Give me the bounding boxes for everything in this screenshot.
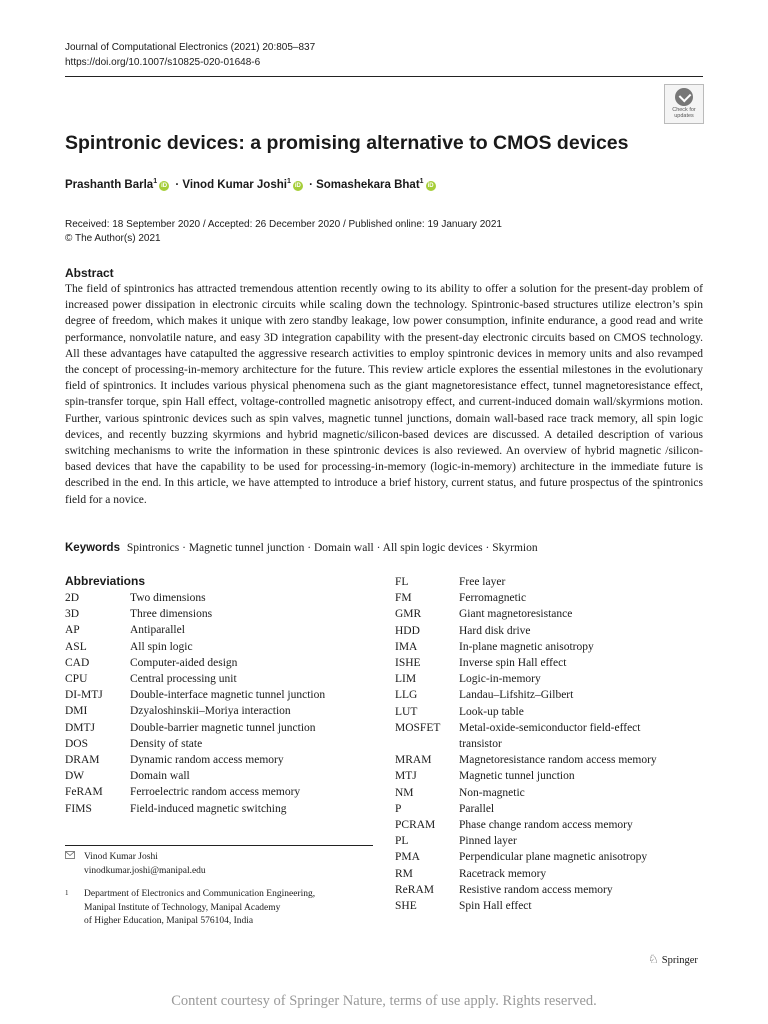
abbreviation-definition: Resistive random access memory [459, 883, 613, 896]
article-title: Spintronic devices: a promising alternative to CMOS devices [65, 132, 629, 154]
abbreviation-term: PCRAM [395, 819, 436, 832]
corresponding-name: Vinod Kumar Joshi [84, 852, 158, 862]
abbreviation-row [65, 752, 325, 768]
abstract-body: The field of spintronics has attracted tremendous attention recently owing to its ability to offer a solution for the present-day problem of increased power dissipation in electronic circuits while scaling down the technology. Spintronic-based structures utilize electron’s spin degree of freedom, which makes it unique with zero standby leakage, low power consumption, infinite endurance, a good read and write performance, nonvolatile nature, and easy 3D integration capability with the present-day electronic circuits based on CMOS technology. All these advantages have catapulted the aggressive research activities to employ spintronic devices in memory units and also revamped the concept of processing-in-memory architecture for the future. This review article explores the essential milestones in the evolutionary field of spintronics. It includes various physical phenomena such as the giant magnetoresistance effect, tunnel magnetoresistance effect, spin-transfer torque, spin Hall effect, voltage-controlled magnetic anisotropy effect, and current-induced domain wall/skyrmions motion. Further, various spintronic devices such as spin valves, magnetic tunnel junctions, domain wall-based race track memory, all spin logic devices, and recently buzzing skyrmions and hybrid magnetic/silicon-based devices are discussed. A detailed description of various switching mechanisms to write the information in these spintronic devices is also reviewed. An overview of hybrid magnetic /silicon-based devices that have the capability to be used for processing-in-memory (logic-in-memory) architecture in the immediate future is described in the end. In this article, we have attempted to introduce a brief history, current status, and future prospectus of the spintronics field for a novice. [65, 283, 703, 506]
envelope-icon [65, 851, 75, 865]
abbreviation-row [65, 655, 325, 671]
abbreviation-term: LLG [395, 689, 418, 702]
affiliation-line: Manipal Institute of Technology, Manipal Academy [84, 902, 281, 913]
abbreviation-term: ISHE [395, 657, 421, 670]
author-separator: · [309, 178, 313, 191]
abbreviation-definition: Density of state [130, 737, 203, 750]
crossmark-label-2: updates [674, 113, 694, 119]
abbreviation-term: RM [395, 867, 413, 880]
abbreviation-row [395, 639, 657, 655]
journal-citation: Journal of Computational Electronics (2021) 20:805–837 [65, 42, 316, 53]
publisher-name: Springer [661, 955, 698, 966]
abbreviation-term: SHE [395, 900, 417, 913]
crossmark-icon [675, 88, 693, 106]
abbreviation-term: LIM [395, 673, 417, 686]
abbreviation-definition: Magnetoresistance random access memory [459, 754, 657, 767]
author-affiliation-mark: 1 [419, 178, 424, 185]
abbreviation-row [65, 736, 325, 752]
abbreviation-definition: Dzyaloshinskii–Moriya interaction [130, 705, 291, 718]
abbreviation-definition: Ferroelectric random access memory [130, 786, 301, 799]
abbreviation-term: ASL [65, 640, 87, 653]
abbreviation-definition: Landau–Lifshitz–Gilbert [459, 689, 574, 702]
abbreviation-term: DW [65, 770, 85, 783]
abbreviation-definition: Parallel [459, 802, 495, 815]
abbreviation-definition: Magnetic tunnel junction [459, 770, 575, 783]
keywords [65, 542, 538, 554]
check-for-updates-badge[interactable] [664, 84, 704, 124]
abbreviation-row [395, 590, 657, 606]
abbreviation-term: MTJ [395, 770, 417, 783]
abstract-heading: Abstract [65, 266, 114, 280]
abbreviation-definition: Phase change random access memory [459, 819, 633, 832]
abbreviation-term: DMTJ [65, 721, 96, 734]
abbreviation-row [395, 655, 657, 671]
abbreviation-row [65, 784, 325, 800]
abbreviation-definition: Computer-aided design [130, 656, 238, 669]
abbreviations-heading: Abbreviations [65, 574, 146, 588]
abbreviation-definition: Two dimensions [130, 592, 206, 604]
abbreviation-term: LUT [395, 705, 418, 718]
abbreviation-definition: Three dimensions [130, 608, 213, 621]
keywords-heading: Keywords [65, 542, 120, 554]
corresponding-email[interactable]: vinodkumar.joshi@manipal.edu [84, 865, 206, 876]
publication-dates [65, 218, 502, 245]
affiliation-footnote [65, 888, 315, 929]
abbreviation-row [65, 606, 325, 622]
orcid-icon[interactable]: iD [294, 182, 301, 189]
corresponding-author [65, 851, 206, 878]
abbreviation-definition: Look-up table [459, 705, 524, 718]
abbreviation-row [395, 606, 657, 622]
abbreviation-definition: Non-magnetic [459, 786, 525, 799]
abbreviation-term: P [395, 802, 402, 815]
abbreviation-definition: Central processing unit [130, 673, 237, 686]
abbreviation-row [395, 817, 657, 833]
abbreviation-row [395, 671, 657, 687]
header-divider [65, 76, 703, 77]
abbreviation-row [395, 801, 657, 817]
abbreviation-definition: Hard disk drive [459, 624, 531, 637]
springer-horse-icon: ♘ [648, 952, 659, 966]
abbreviation-term: PL [395, 835, 409, 848]
abbreviation-row [65, 622, 325, 638]
abbreviation-definition: All spin logic [130, 640, 193, 653]
abbreviation-term: PMA [395, 851, 420, 864]
abbreviation-definition: Antiparallel [130, 624, 185, 637]
abbreviation-term: CPU [65, 673, 88, 686]
abbreviation-term: FM [395, 592, 412, 605]
abbreviations-right-column [395, 574, 657, 914]
abbreviations-left-column [65, 590, 325, 817]
abbreviation-definition: Metal-oxide-semiconductor field-effect [459, 721, 641, 734]
abbreviation-definition: Logic-in-memory [459, 673, 541, 686]
abbreviation-row [65, 671, 325, 687]
journal-header [65, 40, 315, 70]
abbreviation-term: ReRAM [395, 883, 434, 896]
abbreviation-definition: Racetrack memory [459, 867, 547, 880]
abbreviation-term: 2D [65, 592, 80, 604]
abbreviation-row [395, 752, 657, 768]
abbreviation-row [395, 882, 657, 898]
orcid-icon[interactable]: iD [427, 182, 434, 189]
author-affiliation-mark: 1 [153, 178, 158, 185]
abbreviation-row [65, 768, 325, 784]
abbreviation-row [395, 768, 657, 784]
abbreviation-row [65, 801, 325, 817]
footnote-divider [65, 845, 373, 846]
abbreviation-row [395, 720, 657, 736]
abbreviation-definition: Double-interface magnetic tunnel junction [130, 689, 326, 702]
publisher-logo [648, 952, 698, 967]
author-name[interactable]: Prashanth Barla [65, 178, 154, 191]
abbreviation-term: GMR [395, 608, 422, 621]
abbreviation-definition: Inverse spin Hall effect [459, 657, 567, 670]
abbreviation-definition: Ferromagnetic [459, 592, 527, 605]
abbreviation-definition: Domain wall [130, 770, 190, 783]
abbreviation-definition: Giant magnetoresistance [459, 608, 573, 621]
abbreviation-row [395, 574, 657, 590]
abbreviation-term: 3D [65, 608, 80, 621]
abbreviation-term: HDD [395, 624, 420, 637]
abbreviation-row [65, 639, 325, 655]
abbreviation-definition: In-plane magnetic anisotropy [459, 640, 594, 653]
abbreviation-row [395, 704, 657, 720]
abbreviation-term: MOSFET [395, 721, 441, 734]
copyright-notice: © The Author(s) 2021 [65, 232, 161, 244]
abbreviation-definition: Spin Hall effect [459, 900, 532, 913]
abbreviation-row [395, 736, 657, 752]
abbreviation-term: FeRAM [65, 786, 103, 799]
abbreviation-definition: Pinned layer [459, 835, 517, 848]
doi-link[interactable]: https://doi.org/10.1007/s10825-020-01648-6 [65, 57, 261, 68]
abbreviation-term [395, 736, 459, 752]
abbreviation-row [65, 703, 325, 719]
abbreviation-row [395, 785, 657, 801]
abbreviation-row [395, 687, 657, 703]
abbreviation-row [395, 849, 657, 865]
keywords-list: Spintronics · Magnetic tunnel junction · Domain wall · All spin logic devices · Skyrmion [126, 542, 538, 554]
abbreviation-row [395, 833, 657, 849]
affiliation-line: of Higher Education, Manipal 576104, India [84, 916, 254, 926]
author-name[interactable]: Vinod Kumar Joshi [182, 178, 287, 191]
abbreviation-term: IMA [395, 640, 418, 653]
author-separator: · [175, 178, 180, 191]
abbreviation-definition: Dynamic random access memory [130, 754, 284, 767]
orcid-icon[interactable]: iD [161, 182, 168, 189]
abbreviation-term: MRAM [395, 754, 432, 767]
abbreviation-row [395, 623, 657, 639]
abbreviation-row [65, 687, 325, 703]
abbreviation-row [395, 866, 657, 882]
abbreviation-term: FIMS [65, 802, 92, 815]
author-list [65, 178, 439, 191]
abbreviation-row [65, 590, 325, 606]
affiliation-line: Department of Electronics and Communication Engineering, [84, 889, 316, 899]
affiliation-number: 1 [65, 889, 69, 897]
abbreviation-term: NM [395, 786, 414, 799]
abbreviation-definition: transistor [459, 738, 502, 751]
abbreviation-row [65, 720, 325, 736]
abbreviation-definition: Field-induced magnetic switching [130, 802, 287, 815]
author-affiliation-mark: 1 [286, 178, 291, 185]
abbreviation-term: DMI [65, 705, 88, 718]
abbreviation-term: DOS [65, 737, 89, 750]
abbreviation-definition: Double-barrier magnetic tunnel junction [130, 721, 316, 734]
history-dates: Received: 18 September 2020 / Accepted: 26 December 2020 / Published online: 19 January 2021 [65, 219, 502, 230]
courtesy-notice: Content courtesy of Springer Nature, terms of use apply. Rights reserved. [171, 993, 597, 1009]
abbreviation-term: CAD [65, 656, 90, 669]
abbreviation-definition: Free layer [459, 576, 506, 588]
abbreviation-term: DI-MTJ [65, 689, 103, 702]
crossmark-label-1: Check for [672, 107, 696, 113]
author-name[interactable]: Somashekara Bhat [316, 178, 420, 191]
abbreviation-term: AP [65, 624, 80, 637]
abbreviation-term: DRAM [65, 754, 100, 767]
abbreviation-definition: Perpendicular plane magnetic anisotropy [459, 851, 648, 864]
abbreviation-term: FL [395, 576, 409, 588]
abbreviation-row [395, 898, 657, 914]
